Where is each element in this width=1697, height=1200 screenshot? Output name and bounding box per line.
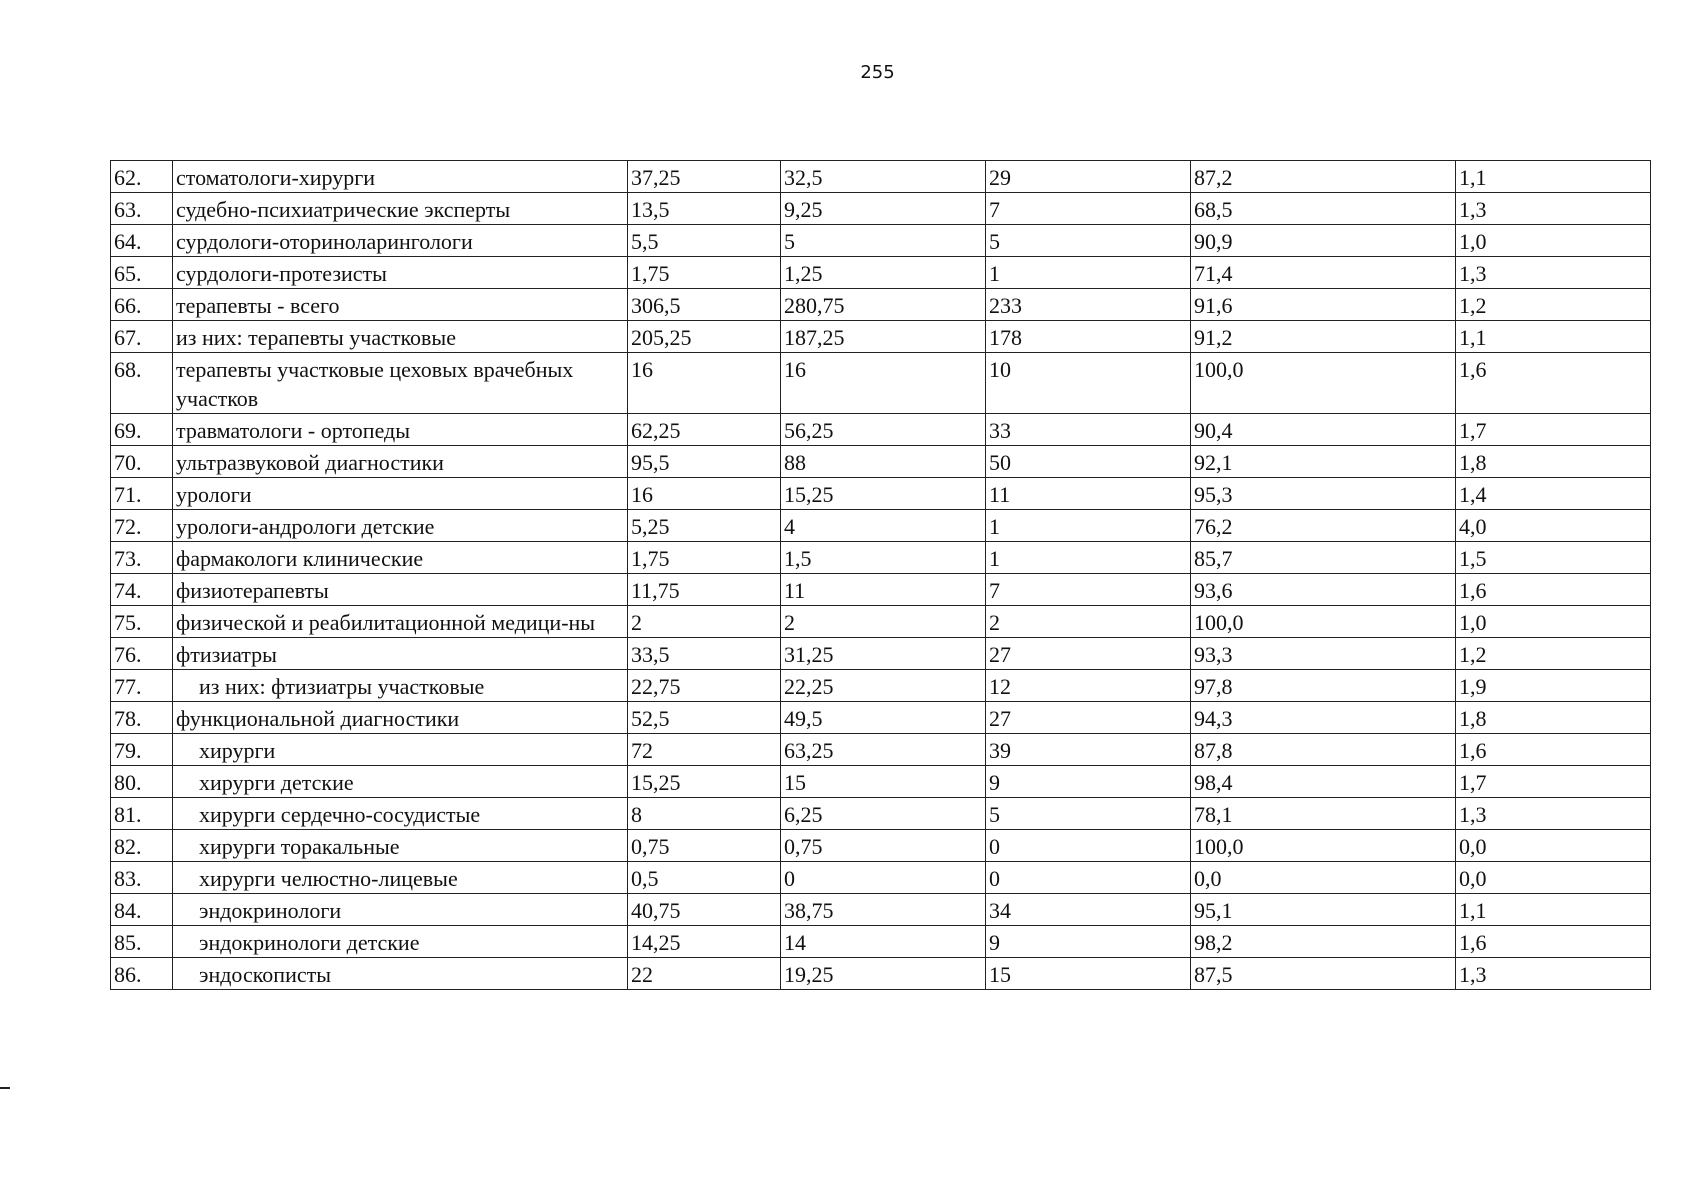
specialty-name: хирурги челюстно-лицевые bbox=[173, 862, 628, 894]
table-row bbox=[111, 414, 1651, 446]
table-row bbox=[111, 353, 1651, 414]
value-col-3: 7 bbox=[986, 574, 1191, 606]
value-col-3: 34 bbox=[986, 894, 1191, 926]
row-number: 84. bbox=[111, 894, 173, 926]
value-col-4: 93,6 bbox=[1191, 574, 1456, 606]
specialty-name: из них: терапевты участковые bbox=[173, 321, 628, 353]
specialty-name: эндокринологи bbox=[173, 894, 628, 926]
value-col-4: 92,1 bbox=[1191, 446, 1456, 478]
value-col-4: 87,5 bbox=[1191, 958, 1456, 990]
value-col-4: 68,5 bbox=[1191, 193, 1456, 225]
value-col-2: 1,5 bbox=[781, 542, 986, 574]
value-col-1: 16 bbox=[628, 478, 781, 510]
value-col-3: 50 bbox=[986, 446, 1191, 478]
value-col-2: 22,25 bbox=[781, 670, 986, 702]
value-col-2: 16 bbox=[781, 353, 986, 414]
value-col-1: 14,25 bbox=[628, 926, 781, 958]
margin-mark bbox=[0, 1087, 10, 1089]
value-col-2: 88 bbox=[781, 446, 986, 478]
value-col-4: 98,4 bbox=[1191, 766, 1456, 798]
value-col-5: 1,6 bbox=[1456, 353, 1651, 414]
value-col-5: 0,0 bbox=[1456, 862, 1651, 894]
row-number: 80. bbox=[111, 766, 173, 798]
value-col-3: 12 bbox=[986, 670, 1191, 702]
specialty-name: терапевты участковые цеховых врачебных участков bbox=[173, 353, 628, 414]
specialty-name: хирурги bbox=[173, 734, 628, 766]
value-col-2: 5 bbox=[781, 225, 986, 257]
table-row bbox=[111, 606, 1651, 638]
specialty-name: терапевты - всего bbox=[173, 289, 628, 321]
specialty-name: фармакологи клинические bbox=[173, 542, 628, 574]
value-col-1: 52,5 bbox=[628, 702, 781, 734]
row-number: 65. bbox=[111, 257, 173, 289]
row-number: 68. bbox=[111, 353, 173, 414]
value-col-4: 94,3 bbox=[1191, 702, 1456, 734]
row-number: 69. bbox=[111, 414, 173, 446]
value-col-3: 9 bbox=[986, 926, 1191, 958]
value-col-2: 63,25 bbox=[781, 734, 986, 766]
page-number: 255 bbox=[860, 62, 895, 83]
value-col-1: 2 bbox=[628, 606, 781, 638]
row-number: 83. bbox=[111, 862, 173, 894]
value-col-5: 1,6 bbox=[1456, 734, 1651, 766]
value-col-1: 13,5 bbox=[628, 193, 781, 225]
specialty-name: физической и реабилитационной медици-ны bbox=[173, 606, 628, 638]
value-col-3: 15 bbox=[986, 958, 1191, 990]
value-col-4: 90,9 bbox=[1191, 225, 1456, 257]
value-col-3: 29 bbox=[986, 161, 1191, 193]
value-col-1: 40,75 bbox=[628, 894, 781, 926]
value-col-5: 1,6 bbox=[1456, 926, 1651, 958]
table-row bbox=[111, 766, 1651, 798]
specialty-name: сурдологи-протезисты bbox=[173, 257, 628, 289]
value-col-5: 1,0 bbox=[1456, 225, 1651, 257]
value-col-2: 280,75 bbox=[781, 289, 986, 321]
row-number: 77. bbox=[111, 670, 173, 702]
value-col-4: 93,3 bbox=[1191, 638, 1456, 670]
value-col-3: 7 bbox=[986, 193, 1191, 225]
value-col-5: 1,7 bbox=[1456, 414, 1651, 446]
value-col-3: 5 bbox=[986, 225, 1191, 257]
value-col-3: 178 bbox=[986, 321, 1191, 353]
value-col-1: 5,5 bbox=[628, 225, 781, 257]
table-row bbox=[111, 734, 1651, 766]
value-col-1: 16 bbox=[628, 353, 781, 414]
specialty-name: фтизиатры bbox=[173, 638, 628, 670]
table-body bbox=[111, 161, 1651, 990]
row-number: 70. bbox=[111, 446, 173, 478]
value-col-5: 1,7 bbox=[1456, 766, 1651, 798]
value-col-3: 1 bbox=[986, 257, 1191, 289]
value-col-2: 15 bbox=[781, 766, 986, 798]
row-number: 78. bbox=[111, 702, 173, 734]
value-col-2: 11 bbox=[781, 574, 986, 606]
row-number: 64. bbox=[111, 225, 173, 257]
table-row bbox=[111, 702, 1651, 734]
value-col-3: 0 bbox=[986, 830, 1191, 862]
value-col-2: 9,25 bbox=[781, 193, 986, 225]
value-col-5: 1,1 bbox=[1456, 321, 1651, 353]
value-col-2: 19,25 bbox=[781, 958, 986, 990]
value-col-3: 233 bbox=[986, 289, 1191, 321]
specialty-name: стоматологи-хирурги bbox=[173, 161, 628, 193]
value-col-1: 95,5 bbox=[628, 446, 781, 478]
value-col-4: 87,8 bbox=[1191, 734, 1456, 766]
value-col-4: 78,1 bbox=[1191, 798, 1456, 830]
value-col-1: 11,75 bbox=[628, 574, 781, 606]
value-col-3: 10 bbox=[986, 353, 1191, 414]
value-col-1: 72 bbox=[628, 734, 781, 766]
value-col-5: 1,2 bbox=[1456, 638, 1651, 670]
value-col-3: 5 bbox=[986, 798, 1191, 830]
row-number: 81. bbox=[111, 798, 173, 830]
value-col-4: 98,2 bbox=[1191, 926, 1456, 958]
specialty-name: урологи bbox=[173, 478, 628, 510]
row-number: 86. bbox=[111, 958, 173, 990]
value-col-2: 31,25 bbox=[781, 638, 986, 670]
row-number: 71. bbox=[111, 478, 173, 510]
value-col-2: 38,75 bbox=[781, 894, 986, 926]
value-col-2: 49,5 bbox=[781, 702, 986, 734]
value-col-2: 4 bbox=[781, 510, 986, 542]
value-col-4: 100,0 bbox=[1191, 606, 1456, 638]
table-row bbox=[111, 542, 1651, 574]
value-col-5: 0,0 bbox=[1456, 830, 1651, 862]
value-col-1: 1,75 bbox=[628, 542, 781, 574]
value-col-3: 27 bbox=[986, 702, 1191, 734]
row-number: 73. bbox=[111, 542, 173, 574]
table-row bbox=[111, 321, 1651, 353]
value-col-5: 1,6 bbox=[1456, 574, 1651, 606]
value-col-4: 85,7 bbox=[1191, 542, 1456, 574]
row-number: 63. bbox=[111, 193, 173, 225]
value-col-3: 0 bbox=[986, 862, 1191, 894]
specialty-name: физиотерапевты bbox=[173, 574, 628, 606]
value-col-5: 1,3 bbox=[1456, 193, 1651, 225]
value-col-5: 1,1 bbox=[1456, 894, 1651, 926]
value-col-3: 11 bbox=[986, 478, 1191, 510]
row-number: 76. bbox=[111, 638, 173, 670]
value-col-5: 1,0 bbox=[1456, 606, 1651, 638]
value-col-3: 9 bbox=[986, 766, 1191, 798]
value-col-4: 91,6 bbox=[1191, 289, 1456, 321]
specialty-name: ультразвуковой диагностики bbox=[173, 446, 628, 478]
value-col-5: 1,2 bbox=[1456, 289, 1651, 321]
row-number: 82. bbox=[111, 830, 173, 862]
specialty-name: функциональной диагностики bbox=[173, 702, 628, 734]
table-row bbox=[111, 926, 1651, 958]
value-col-5: 1,3 bbox=[1456, 958, 1651, 990]
value-col-2: 0,75 bbox=[781, 830, 986, 862]
value-col-3: 39 bbox=[986, 734, 1191, 766]
value-col-5: 1,5 bbox=[1456, 542, 1651, 574]
value-col-1: 205,25 bbox=[628, 321, 781, 353]
table-row bbox=[111, 478, 1651, 510]
value-col-5: 1,9 bbox=[1456, 670, 1651, 702]
value-col-2: 1,25 bbox=[781, 257, 986, 289]
value-col-1: 5,25 bbox=[628, 510, 781, 542]
table-row bbox=[111, 446, 1651, 478]
value-col-1: 33,5 bbox=[628, 638, 781, 670]
row-number: 62. bbox=[111, 161, 173, 193]
value-col-5: 1,3 bbox=[1456, 257, 1651, 289]
value-col-3: 33 bbox=[986, 414, 1191, 446]
value-col-2: 56,25 bbox=[781, 414, 986, 446]
table-row bbox=[111, 862, 1651, 894]
specialty-name: из них: фтизиатры участковые bbox=[173, 670, 628, 702]
table-row bbox=[111, 193, 1651, 225]
table-row bbox=[111, 289, 1651, 321]
row-number: 85. bbox=[111, 926, 173, 958]
value-col-1: 0,75 bbox=[628, 830, 781, 862]
specialty-name: урологи-андрологи детские bbox=[173, 510, 628, 542]
value-col-1: 22 bbox=[628, 958, 781, 990]
value-col-4: 95,1 bbox=[1191, 894, 1456, 926]
table-row bbox=[111, 225, 1651, 257]
specialty-name: эндоскописты bbox=[173, 958, 628, 990]
value-col-1: 8 bbox=[628, 798, 781, 830]
row-number: 79. bbox=[111, 734, 173, 766]
row-number: 72. bbox=[111, 510, 173, 542]
specialty-name: судебно-психиатрические эксперты bbox=[173, 193, 628, 225]
table-row bbox=[111, 798, 1651, 830]
value-col-1: 1,75 bbox=[628, 257, 781, 289]
value-col-1: 22,75 bbox=[628, 670, 781, 702]
table-row bbox=[111, 574, 1651, 606]
value-col-4: 0,0 bbox=[1191, 862, 1456, 894]
specialty-name: травматологи - ортопеды bbox=[173, 414, 628, 446]
value-col-1: 37,25 bbox=[628, 161, 781, 193]
specialty-name: хирурги детские bbox=[173, 766, 628, 798]
staff-table bbox=[110, 160, 1651, 990]
table-row bbox=[111, 638, 1651, 670]
value-col-3: 1 bbox=[986, 510, 1191, 542]
value-col-1: 0,5 bbox=[628, 862, 781, 894]
value-col-4: 71,4 bbox=[1191, 257, 1456, 289]
value-col-5: 1,3 bbox=[1456, 798, 1651, 830]
value-col-2: 32,5 bbox=[781, 161, 986, 193]
value-col-4: 76,2 bbox=[1191, 510, 1456, 542]
value-col-3: 1 bbox=[986, 542, 1191, 574]
value-col-3: 2 bbox=[986, 606, 1191, 638]
value-col-5: 1,1 bbox=[1456, 161, 1651, 193]
row-number: 75. bbox=[111, 606, 173, 638]
value-col-2: 0 bbox=[781, 862, 986, 894]
specialty-name: хирурги торакальные bbox=[173, 830, 628, 862]
value-col-4: 97,8 bbox=[1191, 670, 1456, 702]
value-col-5: 1,4 bbox=[1456, 478, 1651, 510]
specialty-name: хирурги сердечно-сосудистые bbox=[173, 798, 628, 830]
value-col-2: 15,25 bbox=[781, 478, 986, 510]
value-col-4: 100,0 bbox=[1191, 830, 1456, 862]
value-col-5: 1,8 bbox=[1456, 446, 1651, 478]
table-row bbox=[111, 830, 1651, 862]
value-col-1: 15,25 bbox=[628, 766, 781, 798]
value-col-5: 1,8 bbox=[1456, 702, 1651, 734]
value-col-2: 2 bbox=[781, 606, 986, 638]
table-row bbox=[111, 510, 1651, 542]
row-number: 66. bbox=[111, 289, 173, 321]
row-number: 74. bbox=[111, 574, 173, 606]
value-col-4: 87,2 bbox=[1191, 161, 1456, 193]
value-col-4: 90,4 bbox=[1191, 414, 1456, 446]
value-col-5: 4,0 bbox=[1456, 510, 1651, 542]
specialty-name: эндокринологи детские bbox=[173, 926, 628, 958]
table-row bbox=[111, 257, 1651, 289]
value-col-2: 6,25 bbox=[781, 798, 986, 830]
specialty-name: сурдологи-оториноларингологи bbox=[173, 225, 628, 257]
value-col-2: 187,25 bbox=[781, 321, 986, 353]
table-row bbox=[111, 670, 1651, 702]
table-row bbox=[111, 161, 1651, 193]
row-number: 67. bbox=[111, 321, 173, 353]
value-col-3: 27 bbox=[986, 638, 1191, 670]
value-col-4: 95,3 bbox=[1191, 478, 1456, 510]
value-col-4: 100,0 bbox=[1191, 353, 1456, 414]
value-col-1: 62,25 bbox=[628, 414, 781, 446]
table-row bbox=[111, 958, 1651, 990]
value-col-4: 91,2 bbox=[1191, 321, 1456, 353]
table-row bbox=[111, 894, 1651, 926]
value-col-2: 14 bbox=[781, 926, 986, 958]
value-col-1: 306,5 bbox=[628, 289, 781, 321]
